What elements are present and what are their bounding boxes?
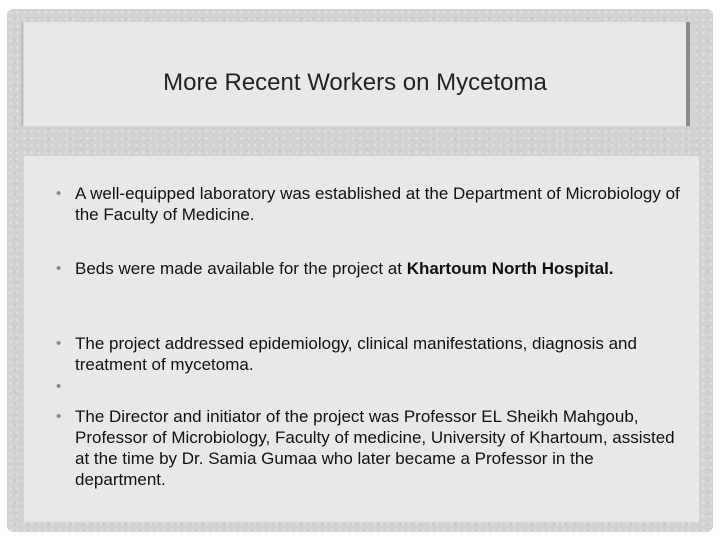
title-accent-left (21, 22, 23, 126)
content-panel (24, 156, 699, 522)
bullet-marker: • (56, 378, 62, 395)
bullet-text: A well-equipped laboratory was established at the Department of Microbiology of the Faculty of Medicine. (75, 184, 680, 224)
title-accent-right (686, 22, 690, 126)
bullet-text-bold: Khartoum North Hospital. (406, 259, 614, 278)
bullet-text: The project addressed epidemiology, clinical manifestations, diagnosis and treatment of mycetoma. (75, 334, 637, 374)
bullet-text: The Director and initiator of the project was Professor EL Sheikh Mahgoub, Professor of Microbiology, Faculty of medicine, University of Khartoum, assisted at the time by Dr. Samia Gumaa who later became a Professor in the department. (75, 407, 675, 489)
bullet-marker: • (56, 260, 62, 277)
bullet-text (75, 258, 680, 279)
bullet-marker: • (56, 185, 62, 202)
bullet-marker: • (56, 408, 62, 425)
bullet-text-plain: Beds were made available for the project at (75, 259, 407, 278)
bullet-marker: • (56, 335, 62, 352)
slide-title: More Recent Workers on Mycetoma (163, 69, 547, 96)
